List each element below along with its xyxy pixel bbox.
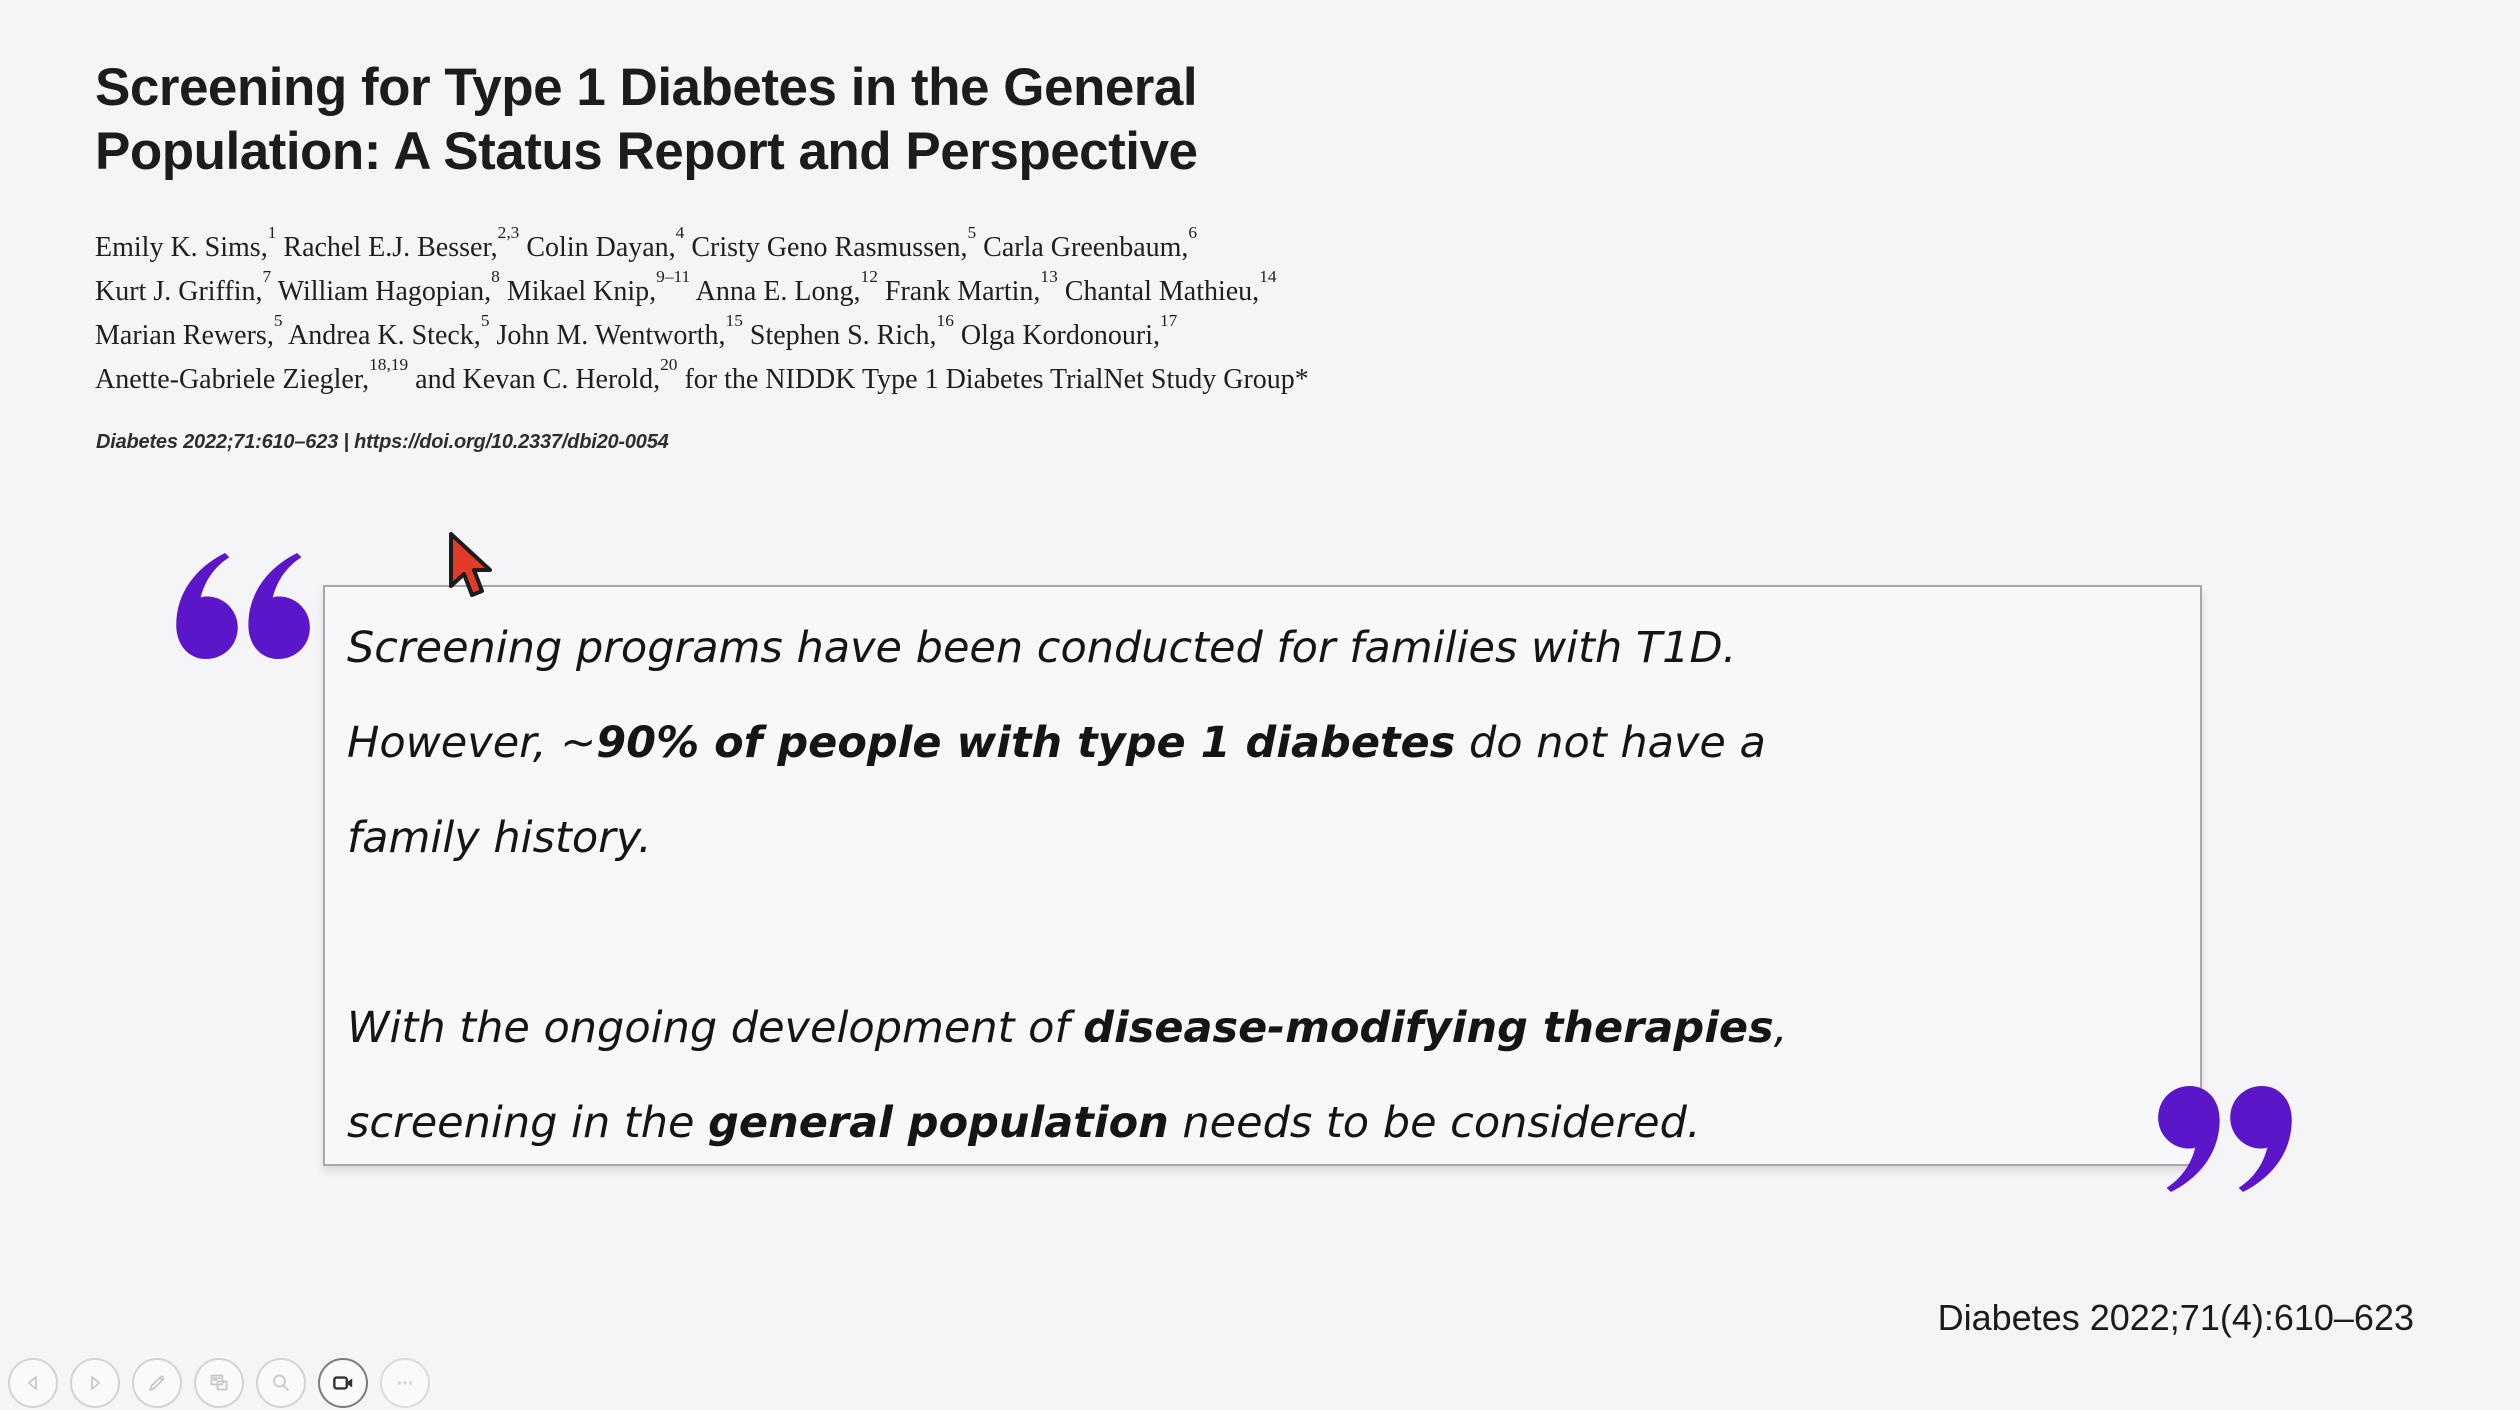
see-all-slides-button[interactable] [194,1358,244,1408]
more-options-button[interactable] [380,1358,430,1408]
author-line: Kurt J. Griffin,$^7$ William Hagopian,$^8$ Mikael Knip,$^{9-11}$ Anna E. Long,$^{12}$ Frank Martin,$^{13}$ Chantal Mathieu,$^{14}$ [95,266,1277,307]
quote-line-spacer [347,886,2200,981]
open-quote-icon [172,551,312,661]
next-slide-button[interactable] [70,1358,120,1408]
ellipsis-icon [393,1371,417,1395]
presenter-toolbar [8,1358,430,1408]
cursor-pointer [448,531,500,609]
author-list [95,222,1309,402]
paper-title-line-2: Population: A Status Report and Perspective [95,122,1198,181]
quote-box [323,585,2202,1166]
pen-icon [145,1371,169,1395]
slides-grid-icon [207,1371,231,1395]
quote-line: With the ongoing development of disease-modifying therapies, [347,1003,1788,1053]
quote-line: screening in the general population needs to be considered. [347,1098,1701,1148]
author-line: Anette-Gabriele Ziegler,$^{18,19}$ and Kevan C. Herold,$^{20}$ for the NIDDK Type 1 Diabetes TrialNet Study Group* [95,354,1309,395]
quote-line: However, ~90% of people with type 1 diabetes do not have a [347,718,1766,768]
paper-title [95,56,1197,184]
quote-line: Screening programs have been conducted for families with T1D. [347,623,1737,673]
camera-button[interactable] [318,1358,368,1408]
journal-doi-reference: Diabetes 2022;71:610–623 | https://doi.org/10.2337/dbi20-0054 [96,431,669,453]
video-camera-icon [330,1370,356,1396]
paper-title-line-1: Screening for Type 1 Diabetes in the General [95,58,1198,117]
author-line: Emily K. Sims,$^1$ Rachel E.J. Besser,$^{2,3}$ Colin Dayan,$^4$ Cristy Geno Rasmussen,$^5$ Carla Greenbaum,$^6$ [95,222,1198,263]
previous-slide-button[interactable] [8,1358,58,1408]
slide-citation: Diabetes 2022;71(4):610–623 [1937,1297,2414,1338]
close-quote-icon [2156,1076,2296,1202]
pen-button[interactable] [132,1358,182,1408]
quote-line: family history. [347,813,652,863]
chevron-right-icon [83,1371,107,1395]
magnifier-icon [269,1371,293,1395]
chevron-left-icon [21,1371,45,1395]
zoom-button[interactable] [256,1358,306,1408]
author-line: Marian Rewers,$^5$ Andrea K. Steck,$^5$ John M. Wentworth,$^{15}$ Stephen S. Rich,$^{16}$ Olga Kordonouri,$^{17}$ [95,310,1178,351]
